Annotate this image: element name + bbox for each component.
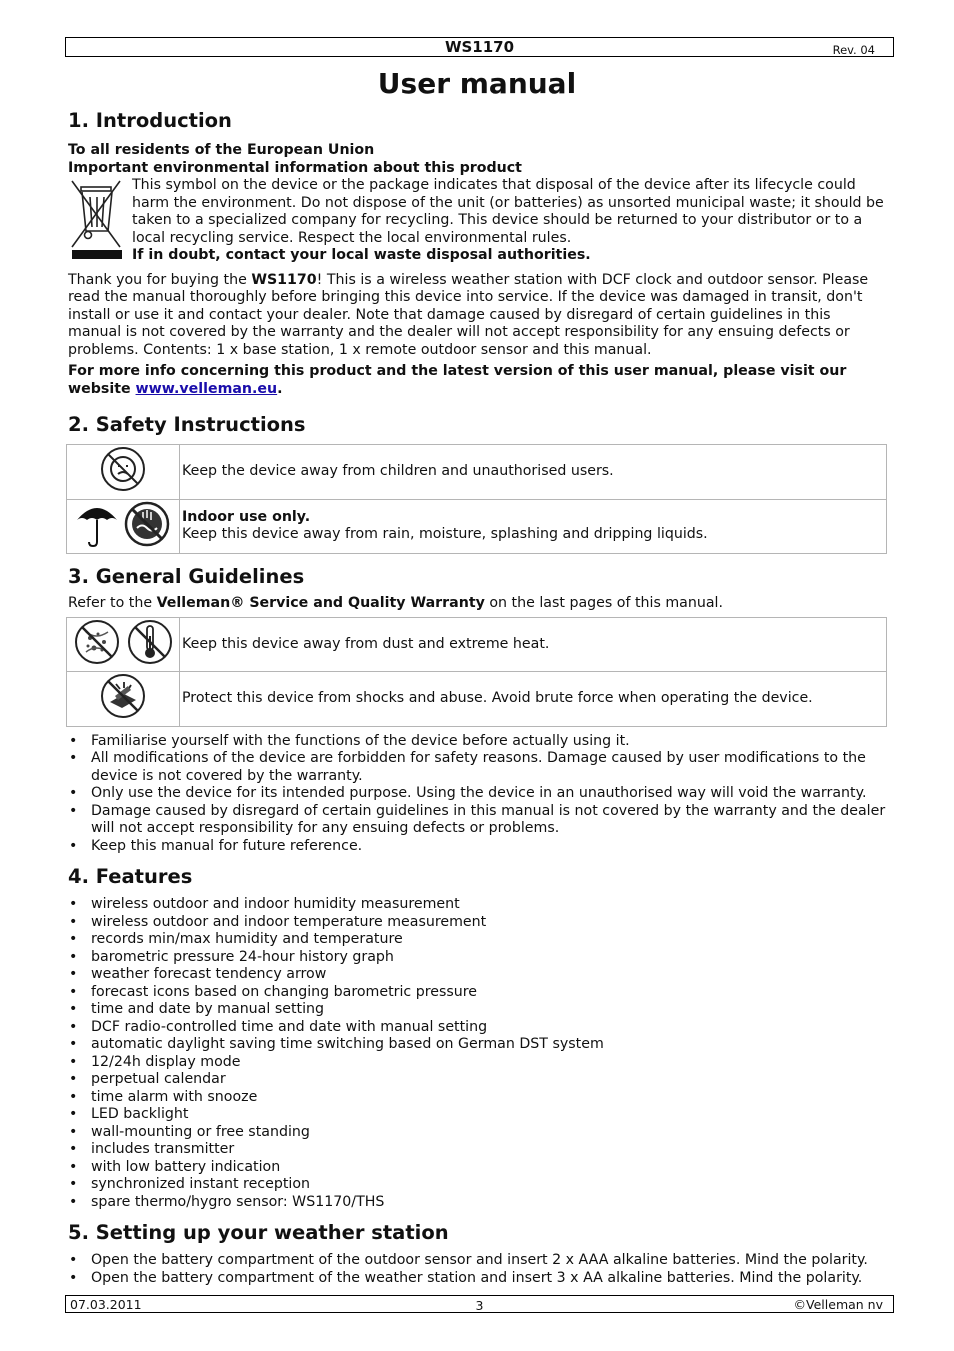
features-list	[68, 896, 888, 1211]
page-header	[65, 37, 894, 57]
refer-paragraph	[68, 595, 888, 613]
safety-heading: 2. Safety Instructions	[68, 413, 306, 436]
safety-row2-title: Indoor use only.	[182, 508, 311, 525]
list-item: • Keep this manual for future reference.	[91, 838, 888, 856]
list-item: • wall-mounting or free standing	[91, 1124, 888, 1142]
no-shock-icon	[98, 672, 148, 720]
list-item: • Only use the device for its intended purpose. Using the device in an unauthorised way will void the warranty.	[91, 785, 888, 803]
list-item: • Open the battery compartment of the weather station and insert 3 x AA alkaline batteries. Mind the polarity.	[91, 1270, 888, 1288]
list-item: • wireless outdoor and indoor humidity measurement	[91, 896, 888, 914]
refer-post: on the last pages of this manual.	[484, 595, 724, 611]
residents-line: To all residents of the European Union	[68, 142, 375, 158]
footer-page-number: 3	[475, 1298, 484, 1313]
no-children-icon	[98, 445, 148, 493]
setup-heading: 5. Setting up your weather station	[68, 1221, 449, 1244]
thanks-pre: Thank you for buying the	[68, 271, 252, 288]
list-item: • forecast icons based on changing barometric pressure	[91, 984, 888, 1002]
list-item: • weather forecast tendency arrow	[91, 966, 888, 984]
guidelines-row2-text: Protect this device from shocks and abuse. Avoid brute force when operating the device.	[180, 672, 887, 727]
crossed-out-wheelie-bin-icon	[68, 177, 128, 267]
env-text: This symbol on the device or the package indicates that disposal of the device after its lifecycle could harm the environment. Do not dispose of the unit (or batteries) as unsorted municipal waste; it should be taken to a specialized company for recycling. This device should be returned to your distributor or to a local recycling service. Respect the local environmental rules.	[132, 177, 884, 246]
list-item: • barometric pressure 24-hour history graph	[91, 949, 888, 967]
guidelines-row1-text: Keep this device away from dust and extreme heat.	[180, 617, 887, 672]
list-item: • includes transmitter	[91, 1141, 888, 1159]
list-item: • time and date by manual setting	[91, 1001, 888, 1019]
no-water-icon	[123, 500, 171, 548]
list-item: • records min/max humidity and temperature	[91, 931, 888, 949]
more-info-period: .	[277, 380, 283, 397]
list-item: • All modifications of the device are forbidden for safety reasons. Damage caused by user modifications to the device is not covered by the warranty.	[91, 750, 888, 785]
no-dust-icon	[72, 618, 122, 666]
thanks-paragraph	[68, 272, 888, 360]
thanks-post: ! This is a wireless weather station with DCF clock and outdoor sensor. Please read the manual thoroughly before bringing this device into service. If the device was damaged in transit, don't install or use it and contact your dealer. Note that damage caused by disregard of certain guidelines in this manual is not covered by the warranty and the dealer will not accept responsibility for any ensuing defects or problems. Contents: 1 x base station, 1 x remote outdoor sensor and this manual.	[68, 271, 869, 358]
umbrella-icon	[75, 500, 119, 548]
features-heading: 4. Features	[68, 865, 193, 888]
list-item: • synchronized instant reception	[91, 1176, 888, 1194]
safety-row1-text: Keep the device away from children and unauthorised users.	[180, 445, 887, 500]
list-item: • 12/24h display mode	[91, 1054, 888, 1072]
list-item: • LED backlight	[91, 1106, 888, 1124]
guidelines-table	[66, 617, 887, 727]
page-title: User manual	[377, 67, 577, 100]
safety-row2-text: Keep this device away from rain, moisture, splashing and dripping liquids.	[182, 526, 708, 543]
weee-block	[68, 177, 888, 267]
thanks-model: WS1170	[251, 271, 317, 288]
more-info-text: For more info concerning this product and the latest version of this user manual, please visit our website	[68, 363, 847, 397]
env-doubt: If in doubt, contact your local waste disposal authorities.	[132, 247, 591, 263]
header-model: WS1170	[444, 38, 515, 56]
safety-table	[66, 444, 887, 554]
refer-pre: Refer to the	[68, 595, 157, 611]
page-footer	[65, 1295, 894, 1313]
list-item: • with low battery indication	[91, 1159, 888, 1177]
list-item: • Damage caused by disregard of certain guidelines in this manual is not covered by the warranty and the dealer will not accept responsibility for any ensuing defects or problems.	[91, 803, 888, 838]
setup-list	[68, 1252, 888, 1287]
more-info-paragraph	[68, 363, 888, 398]
env-title: Important environmental information about this product	[68, 159, 522, 176]
header-revision: Rev. 04	[832, 43, 875, 57]
intro-heading: 1. Introduction	[68, 109, 232, 132]
guidelines-heading: 3. General Guidelines	[68, 565, 305, 588]
main-content	[68, 108, 888, 1287]
footer-date: 07.03.2011	[70, 1297, 142, 1312]
no-heat-icon	[126, 618, 174, 666]
refer-bold: Velleman® Service and Quality Warranty	[156, 595, 485, 611]
list-item: • spare thermo/hygro sensor: WS1170/THS	[91, 1194, 888, 1212]
list-item: • perpetual calendar	[91, 1071, 888, 1089]
list-item: • time alarm with snooze	[91, 1089, 888, 1107]
list-item: • Familiarise yourself with the functions of the device before actually using it.	[91, 733, 888, 751]
footer-copyright: ©Velleman nv	[793, 1297, 883, 1312]
list-item: • wireless outdoor and indoor temperature measurement	[91, 914, 888, 932]
website-link[interactable]: www.velleman.eu	[135, 380, 278, 397]
guidelines-list	[68, 733, 888, 856]
list-item: • Open the battery compartment of the outdoor sensor and insert 2 x AAA alkaline batteries. Mind the polarity.	[91, 1252, 888, 1270]
list-item: • DCF radio-controlled time and date with manual setting	[91, 1019, 888, 1037]
list-item: • automatic daylight saving time switching based on German DST system	[91, 1036, 888, 1054]
